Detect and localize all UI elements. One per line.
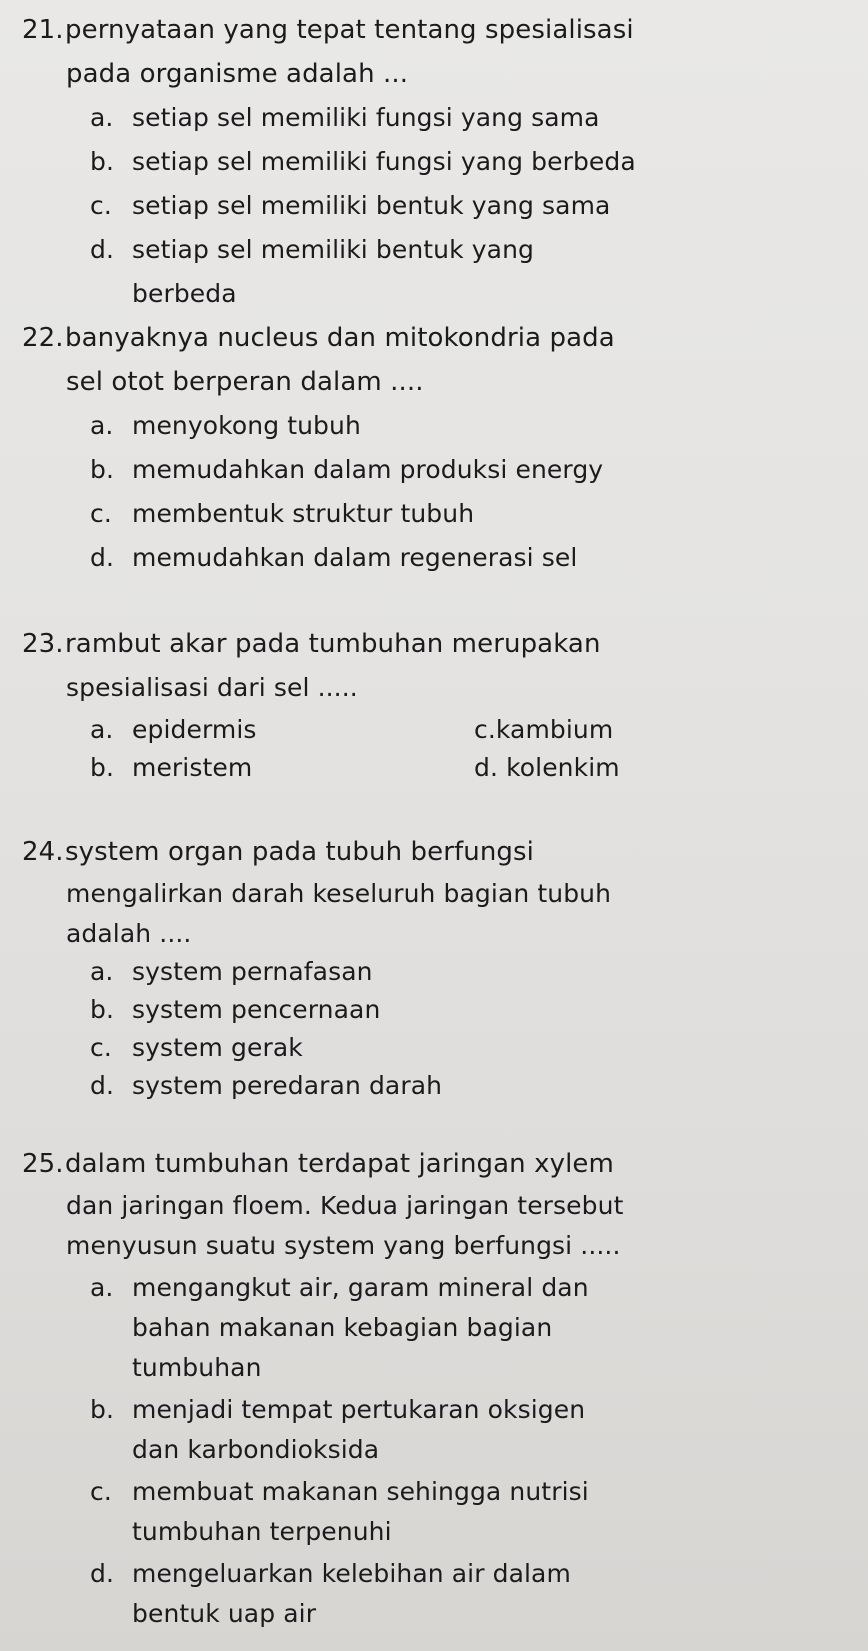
option-23d xyxy=(474,752,620,784)
question-23-number: 23. xyxy=(22,629,64,659)
option-text: kambium xyxy=(495,715,614,744)
question-24-line-1 xyxy=(22,836,534,868)
option-text: setiap sel memiliki bentuk yang xyxy=(132,235,534,264)
question-25-line-2: dan jaringan floem. Kedua jaringan tersebut xyxy=(66,1191,624,1220)
option-letter: b. xyxy=(90,455,115,484)
option-letter: a. xyxy=(90,1273,114,1302)
option-letter: a. xyxy=(90,411,114,440)
question-22-text: banyaknya nucleus dan mitokondria pada xyxy=(65,323,615,353)
option-21d xyxy=(90,234,534,266)
question-22-line-1 xyxy=(22,322,615,354)
question-23-line-2: spesialisasi dari sel ..... xyxy=(66,673,358,702)
option-24a xyxy=(90,956,373,988)
option-25d xyxy=(90,1558,571,1590)
option-letter: c. xyxy=(90,1477,112,1506)
option-letter: b. xyxy=(90,995,115,1024)
question-25-line-1 xyxy=(22,1148,614,1180)
option-25b-line-2: dan karbondioksida xyxy=(132,1435,380,1464)
option-letter: b. xyxy=(90,1395,115,1424)
option-letter: a. xyxy=(90,957,114,986)
option-text: epidermis xyxy=(132,715,257,744)
option-22b xyxy=(90,454,603,486)
option-25b xyxy=(90,1394,585,1426)
question-21-number: 21. xyxy=(22,15,64,45)
option-22c xyxy=(90,498,474,530)
question-23-text: rambut akar pada tumbuhan merupakan xyxy=(65,629,601,659)
option-letter: d. xyxy=(90,1559,115,1588)
option-text: mengeluarkan kelebihan air dalam xyxy=(132,1559,571,1588)
option-25a-line-2: bahan makanan kebagian bagian xyxy=(132,1313,553,1342)
option-text: setiap sel memiliki fungsi yang berbeda xyxy=(132,147,636,176)
option-letter: a. xyxy=(90,103,114,132)
option-24b xyxy=(90,994,380,1026)
option-21b xyxy=(90,146,636,178)
option-21d-line-2: berbeda xyxy=(132,279,237,308)
option-25a xyxy=(90,1272,589,1304)
option-text: kolenkim xyxy=(506,753,620,782)
option-letter: d. xyxy=(90,543,115,572)
option-text: system pencernaan xyxy=(132,995,381,1024)
option-22d xyxy=(90,542,577,574)
option-22a xyxy=(90,410,361,442)
option-21a xyxy=(90,102,600,134)
option-24c xyxy=(90,1032,303,1064)
option-letter: c. xyxy=(474,715,496,744)
option-24d xyxy=(90,1070,442,1102)
option-25d-line-2: bentuk uap air xyxy=(132,1599,317,1628)
question-25-number: 25. xyxy=(22,1149,64,1179)
option-text: system peredaran darah xyxy=(132,1071,443,1100)
question-21-line-1 xyxy=(22,14,634,46)
option-letter: a. xyxy=(90,715,114,744)
question-25-line-3: menyusun suatu system yang berfungsi ..... xyxy=(66,1231,621,1260)
option-21c xyxy=(90,190,610,222)
option-23b xyxy=(90,752,252,784)
option-text-spaced xyxy=(498,753,506,782)
question-22-number: 22. xyxy=(22,323,64,353)
option-25c-line-2: tumbuhan terpenuhi xyxy=(132,1517,392,1546)
option-text: menyokong tubuh xyxy=(132,411,361,440)
question-25-text: dalam tumbuhan terdapat jaringan xylem xyxy=(65,1149,614,1179)
option-letter: c. xyxy=(90,499,112,528)
option-text: membentuk struktur tubuh xyxy=(132,499,475,528)
question-24-line-3: adalah .... xyxy=(66,919,192,948)
option-letter: d. xyxy=(90,235,115,264)
question-24-text: system organ pada tubuh berfungsi xyxy=(65,837,534,867)
option-text: meristem xyxy=(132,753,253,782)
option-23a xyxy=(90,714,257,746)
option-letter: d. xyxy=(90,1071,115,1100)
option-text: setiap sel memiliki fungsi yang sama xyxy=(132,103,600,132)
question-21-line-2: pada organisme adalah ... xyxy=(66,59,409,89)
option-letter: b. xyxy=(90,147,115,176)
option-25a-line-3: tumbuhan xyxy=(132,1353,262,1382)
option-letter: c. xyxy=(90,191,112,220)
option-letter: d. xyxy=(474,753,499,782)
question-21-text: pernyataan yang tepat tentang spesialisasi xyxy=(65,15,634,45)
option-23c xyxy=(474,714,613,746)
option-letter: c. xyxy=(90,1033,112,1062)
option-text: memudahkan dalam regenerasi sel xyxy=(132,543,578,572)
option-text: mengangkut air, garam mineral dan xyxy=(132,1273,589,1302)
question-24-line-2: mengalirkan darah keseluruh bagian tubuh xyxy=(66,879,612,908)
option-25c xyxy=(90,1476,589,1508)
question-24-number: 24. xyxy=(22,837,64,867)
option-text: memudahkan dalam produksi energy xyxy=(132,455,604,484)
question-22-line-2: sel otot berperan dalam .... xyxy=(66,367,424,397)
option-text: setiap sel memiliki bentuk yang sama xyxy=(132,191,611,220)
option-letter: b. xyxy=(90,753,115,782)
option-text: system gerak xyxy=(132,1033,303,1062)
option-text: menjadi tempat pertukaran oksigen xyxy=(132,1395,586,1424)
option-text: system pernafasan xyxy=(132,957,373,986)
option-text: membuat makanan sehingga nutrisi xyxy=(132,1477,589,1506)
question-23-line-1 xyxy=(22,628,601,660)
